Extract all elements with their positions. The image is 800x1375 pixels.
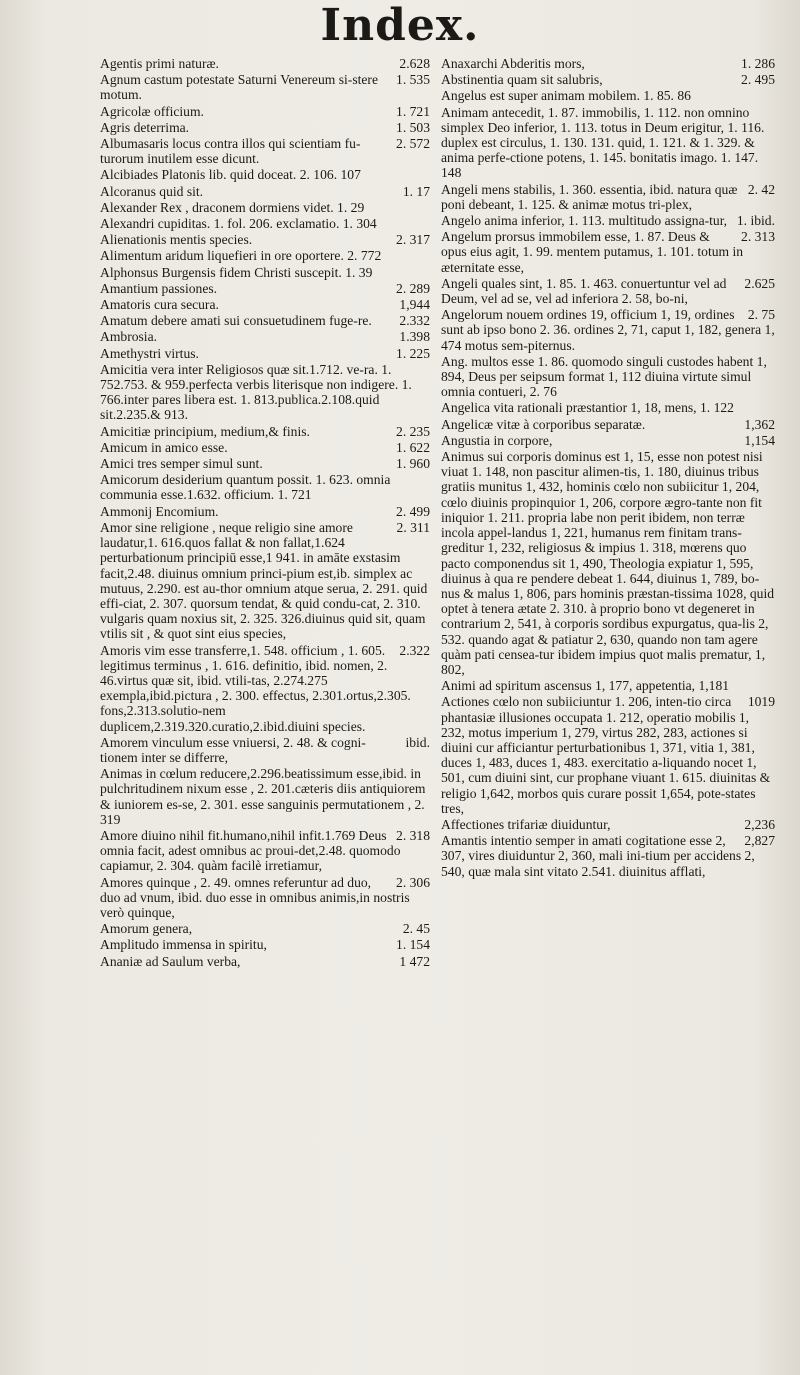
index-entry-text: Ammonij Encomium. <box>100 503 219 519</box>
index-entry <box>441 213 775 228</box>
index-entry <box>100 766 430 827</box>
index-entry <box>100 346 430 361</box>
index-entry <box>100 184 430 199</box>
index-entry-text: Amicum in amico esse. <box>100 439 228 455</box>
index-entry <box>100 167 430 182</box>
index-entry-text: Amicorum desiderium quantum possit. 1. 623. omnia communia esse.1.632. officium. 1. 721 <box>100 472 391 503</box>
index-entry <box>100 954 430 969</box>
index-entry-ref: 1 472 <box>399 953 430 969</box>
index-entry <box>100 520 430 642</box>
index-entry-text: Amplitudo immensa in spiritu, <box>100 937 267 953</box>
index-entry-text: Amatoris cura secura. <box>100 297 219 313</box>
index-entry-text: Alimentum aridum liquefieri in ore oportere. 2. 772 <box>100 248 382 264</box>
index-entry <box>100 440 430 455</box>
index-entry-text: Actiones cœlo non subiiciuntur 1. 206, inten-tio circa phantasiæ illusiones occupata 1. 212, operatio mobilis 1, 232, motus imperium 1, 279, virtus 282, 283, actiones si diuini cur afficiantur perturbationibus 1, 371, vitia 1, 381, duces 1, 483, duces 1, 483. exercitatio a-liquando nocet 1, 501, cum diuini sint, cur prophane viuant 1. 615. diuinitas & religio 1,642, morbos quis curare possit 1,654, pote-states tres, <box>441 694 771 816</box>
index-entry-ref: 2.322 <box>399 642 430 658</box>
index-entry-text: Amore diuino nihil fit.humano,nihil infit.1.769 Deus omnia facit, adest omnibus ac proui-det,2.48. quomodo capiamur, 2. 304. quàm facilè irretiamur, <box>100 827 401 874</box>
index-entry-text: Animas in cœlum reducere,2.296.beatissimum esse,ibid. in pulchritudinem nixum esse , 2. 201.cæteris diis antiquiorem & iuniorem es-se, 2. 301. esse sanguinis permutationem , 2. 319 <box>100 766 426 827</box>
index-entry <box>100 424 430 439</box>
index-entry <box>100 313 430 328</box>
index-entry <box>100 120 430 135</box>
index-entry-ref: 2. 289 <box>396 280 430 296</box>
index-entry-text: Alcoranus quid sit. <box>100 183 204 199</box>
index-entry-text: Amicitia vera inter Religiosos quæ sit.1.712. ve-ra. 1. 752.753. & 959.perfecta verbis literisque non indigere. 1. 766.inter pares libera est. 1. 813.publica.2.108.quid sit.2.235.& 913. <box>100 361 412 423</box>
index-entry <box>100 104 430 119</box>
index-entry <box>100 56 430 71</box>
index-entry-text: Alienationis mentis species. <box>100 232 253 248</box>
index-entry <box>441 694 775 816</box>
index-entry-text: Angeli quales sint, 1. 85. 1. 463. conuertuntur vel ad Deum, vel ad se, vel ad inferiora 2. 58, bo-ni, <box>441 275 727 307</box>
index-entry-text: Angelum prorsus immobilem esse, 1. 87. Deus & opus eius agit, 1. 99. mentem putamus, 1. 101. totum in æternitate esse, <box>441 229 744 275</box>
index-entry-text: Alexander Rex , draconem dormiens videt. 1. 29 <box>100 199 365 215</box>
index-entry-ref: 2. 306 <box>396 874 430 890</box>
index-entry <box>441 182 775 212</box>
index-entry <box>441 88 775 103</box>
index-entry-ref: 2. 311 <box>396 519 430 535</box>
index-entry <box>441 449 775 677</box>
index-entry <box>100 875 430 921</box>
index-entry-text: Ang. multos esse 1. 86. quomodo singuli custodes habent 1, 894, Deus per seipsum format 1, 112 diuina virtute simul omnia contueri, 2. 76 <box>441 353 767 400</box>
index-entry <box>100 828 430 874</box>
index-entry <box>100 216 430 231</box>
index-entry-text: Amethystri virtus. <box>100 345 199 361</box>
index-entry-text: Angustia in corpore, <box>441 432 553 448</box>
index-entry <box>100 456 430 471</box>
index-entry-text: Agnum castum potestate Saturni Venereum si-stere motum. <box>100 72 378 103</box>
index-entry-ref: 2.625 <box>744 275 775 291</box>
index-entry-ref: 1,944 <box>399 297 430 313</box>
index-entry-ref: 1. 503 <box>396 119 430 135</box>
index-entry <box>100 72 430 102</box>
index-entry-ref: 1,362 <box>744 416 775 432</box>
index-entry-text: Ananiæ ad Saulum verba, <box>100 953 241 969</box>
index-entry <box>100 921 430 936</box>
index-entry <box>100 643 430 734</box>
index-entry-text: Angeli mens stabilis, 1. 360. essentia, ibid. natura quæ poni debeant, 1. 125. & animæ motus tri-plex, <box>441 181 738 212</box>
index-entry-text: Angelorum nouem ordines 19, officium 1, 19, ordines sunt ab ipso bono 2. 36. ordines 2, 71, caput 1, 182, genera 1, 474 motus sem-piternus. <box>441 307 775 353</box>
page-title: Index. <box>320 0 480 51</box>
index-entry-text: Ambrosia. <box>100 329 158 345</box>
index-entry-ref: 1. 225 <box>396 345 430 361</box>
index-entry-text: Albumasaris locus contra illos qui scientiam fu-turorum inutilem esse dicunt. <box>100 136 361 167</box>
index-entry-ref: 1.398 <box>399 329 430 345</box>
index-entry-ref: 1. 622 <box>396 439 430 455</box>
index-entry <box>100 937 430 952</box>
index-entry <box>100 136 430 166</box>
index-column-right <box>441 56 775 880</box>
index-entry <box>441 817 775 832</box>
index-entry-text: Amoris vim esse transferre,1. 548. officium , 1. 605. legitimus terminus , 1. 616. definitio, ibid. nomen, 2. 46.virtus quæ sit, ibid. vtili-tas, 2.274.275 exempla,ibid.pictura , 2. 300. effectus, 2.301.ortus,2.305. fons,2.313.solutio-nem duplicem,2.319.320.curatio,2.ibid.diuini species. <box>100 642 411 734</box>
index-entry-text: Amantis intentio semper in amati cogitatione esse 2, 307, vires diuiduntur 2, 360, mali ini-tium per accidens 2, 540, quæ mala sint vitato 2.541. diuinitus afflati, <box>441 833 755 879</box>
index-entry-ref: 2.332 <box>399 313 430 329</box>
index-entry-text: Anaxarchi Abderitis mors, <box>441 56 585 71</box>
index-entry <box>100 200 430 215</box>
index-entry <box>441 229 775 275</box>
index-entry-text: Amicitiæ principium, medium,& finis. <box>100 423 310 439</box>
index-entry-ref: 1019 <box>747 694 775 710</box>
index-entry <box>441 307 775 353</box>
index-entry <box>100 265 430 280</box>
index-entry-ref: 1. 721 <box>396 103 430 119</box>
index-entry-ref: 2. 318 <box>396 827 430 843</box>
index-entry <box>100 735 430 765</box>
index-entry-text: Amatum debere amati sui consuetudinem fuge-re. <box>100 313 372 329</box>
index-entry-text: Agricolæ officium. <box>100 103 204 119</box>
index-entry-ref: 2.628 <box>399 56 430 71</box>
index-entry <box>441 276 775 306</box>
index-entry <box>441 400 775 415</box>
index-entry <box>441 417 775 432</box>
index-entry-text: Amorum genera, <box>100 921 193 937</box>
index-entry <box>100 281 430 296</box>
index-entry <box>100 248 430 263</box>
index-entry-text: Agris deterrima. <box>100 119 190 135</box>
index-entry <box>100 297 430 312</box>
index-entry <box>100 329 430 344</box>
index-entry-ref: 2. 495 <box>741 72 775 88</box>
index-entry-ref: 2,827 <box>744 833 775 849</box>
index-entry-text: Angelicæ vitæ à corporibus separatæ. <box>441 416 646 432</box>
index-entry-ref: 1. 154 <box>396 937 430 953</box>
index-entry-ref: 1. ibid. <box>736 213 775 229</box>
index-entry-ref: 2. 75 <box>747 307 775 323</box>
index-entry-text: Amorem vinculum esse vniuersi, 2. 48. & cogni-tionem inter se differre, <box>100 734 366 765</box>
index-entry-text: Affectiones trifariæ diuiduntur, <box>441 816 611 832</box>
index-entry <box>441 433 775 448</box>
index-entry <box>441 56 775 71</box>
index-entry-text: Amantium passiones. <box>100 280 218 296</box>
index-entry-text: Alexandri cupiditas. 1. fol. 206. exclamatio. 1. 304 <box>100 216 377 232</box>
index-entry-text: Animi ad spiritum ascensus 1, 177, appetentia, 1,181 <box>441 678 730 694</box>
index-entry-ref: ibid. <box>405 734 430 750</box>
index-entry-text: Agentis primi naturæ. <box>100 56 219 71</box>
index-entry <box>100 362 430 423</box>
index-entry-ref: 2. 572 <box>396 136 430 152</box>
index-entry-text: Abstinentia quam sit salubris, <box>441 72 603 88</box>
index-entry-text: Alcibiades Platonis lib. quid doceat. 2. 106. 107 <box>100 167 361 183</box>
index-entry-ref: 2. 235 <box>396 423 430 439</box>
index-entry-text: Animam antecedit, 1. 87. immobilis, 1. 112. non omnino simplex Deo inferior, 1. 113. totus in Deum erigitur, 1. 116. duplex est circulus, 1. 130. 131. quid, 1. 121. & 1. 329. & anima perfe-ctione potens, 1. 145. bonitatis imago. 1. 147. 148 <box>441 104 765 181</box>
index-entry-ref: 1,154 <box>744 432 775 448</box>
index-entry-ref: 1. 960 <box>396 456 430 472</box>
index-entry-text: Alphonsus Burgensis fidem Christi suscepit. 1. 39 <box>100 264 373 280</box>
index-entry-ref: 1. 535 <box>396 72 430 88</box>
index-entry-ref: 2. 45 <box>402 921 430 937</box>
index-entry <box>100 472 430 502</box>
index-entry-text: Animus sui corporis dominus est 1, 15, esse non potest nisi viuat 1. 148, non pascitur alimen-tis, 1. 180, diuinus tribus gratiis munitus 1, 432, hominis cœlo non subiicitur 1, 204, cœlo diuinis propinquior 1, 206, corpore ægro-tante non fit iniquior 1. 211. propria labe non perit ibidem, non terræ incola appel-landus 1, 221, humanus rem finitam trans-greditur 1, 232, religiosus & impius 1. 318, mœrens quo pacto componendus sit 1, 490, Theologia expiatur 1, 595, diuinus à qua re pendere debeat 1. 644, diuinus 1, 789, bo-nus & malus 1, 806, pars hominis præstan-tissima 1028, quid optet à tenera ætate 2. 310. à proprio bono vt degeneret in contrarium 2, 541, à corporis sordibus expurgatus, qua-lis 2, 532. quando agat & patiatur 2, 630, quando non tam agere quàm pati censea-tur ibidem impius quot malis prematur, 1, 802, <box>441 449 775 677</box>
index-entry-text: Amici tres semper simul sunt. <box>100 456 263 472</box>
index-entry <box>100 504 430 519</box>
index-entry-ref: 1. 17 <box>402 183 430 199</box>
index-entry <box>441 105 775 181</box>
index-entry-text: Amores quinque , 2. 49. omnes referuntur ad duo, duo ad vnum, ibid. duo esse in omnibus animis,in nostris verò quinque, <box>100 874 410 920</box>
index-entry-ref: 2,236 <box>744 816 775 832</box>
index-entry-text: Amor sine religione , neque religio sine amore laudatur,1. 616.quos fallat & non fallat,1.624 perturbationum principiū esse,1 941. in amāte exstasim facit,2.48. diuinus omnium princi-pium est,ib. simplex ac mutuus, 2.290. est au-thor omnium atque serua, 2. 291. quid effi-ciat, 2. 307. quorsum tendat, & quid condu-cat, 2. 310. vulgaris quam noxius sit, 2. 325. 326.diuinus quid sit, quam vtilis sit , & quot sint eius species, <box>100 519 428 642</box>
index-column-left <box>100 56 430 970</box>
index-entry-text: Angelica vita rationali præstantior 1, 18, mens, 1. 122 <box>441 400 734 416</box>
index-entry-ref: 2. 317 <box>396 232 430 248</box>
index-entry-text: Angelus est super animam mobilem. 1. 85. 86 <box>441 88 691 104</box>
index-entry-text: Angelo anima inferior, 1. 113. multitudo assigna-tur, <box>441 213 728 229</box>
index-entry-ref: 2. 313 <box>741 229 775 245</box>
index-entry <box>441 354 775 400</box>
index-entry-ref: 1. 286 <box>741 56 775 71</box>
index-entry <box>441 833 775 879</box>
index-entry-ref: 2. 42 <box>747 181 775 197</box>
index-entry <box>441 678 775 693</box>
index-entry <box>100 232 430 247</box>
index-entry-ref: 2. 499 <box>396 503 430 519</box>
index-entry <box>441 72 775 87</box>
